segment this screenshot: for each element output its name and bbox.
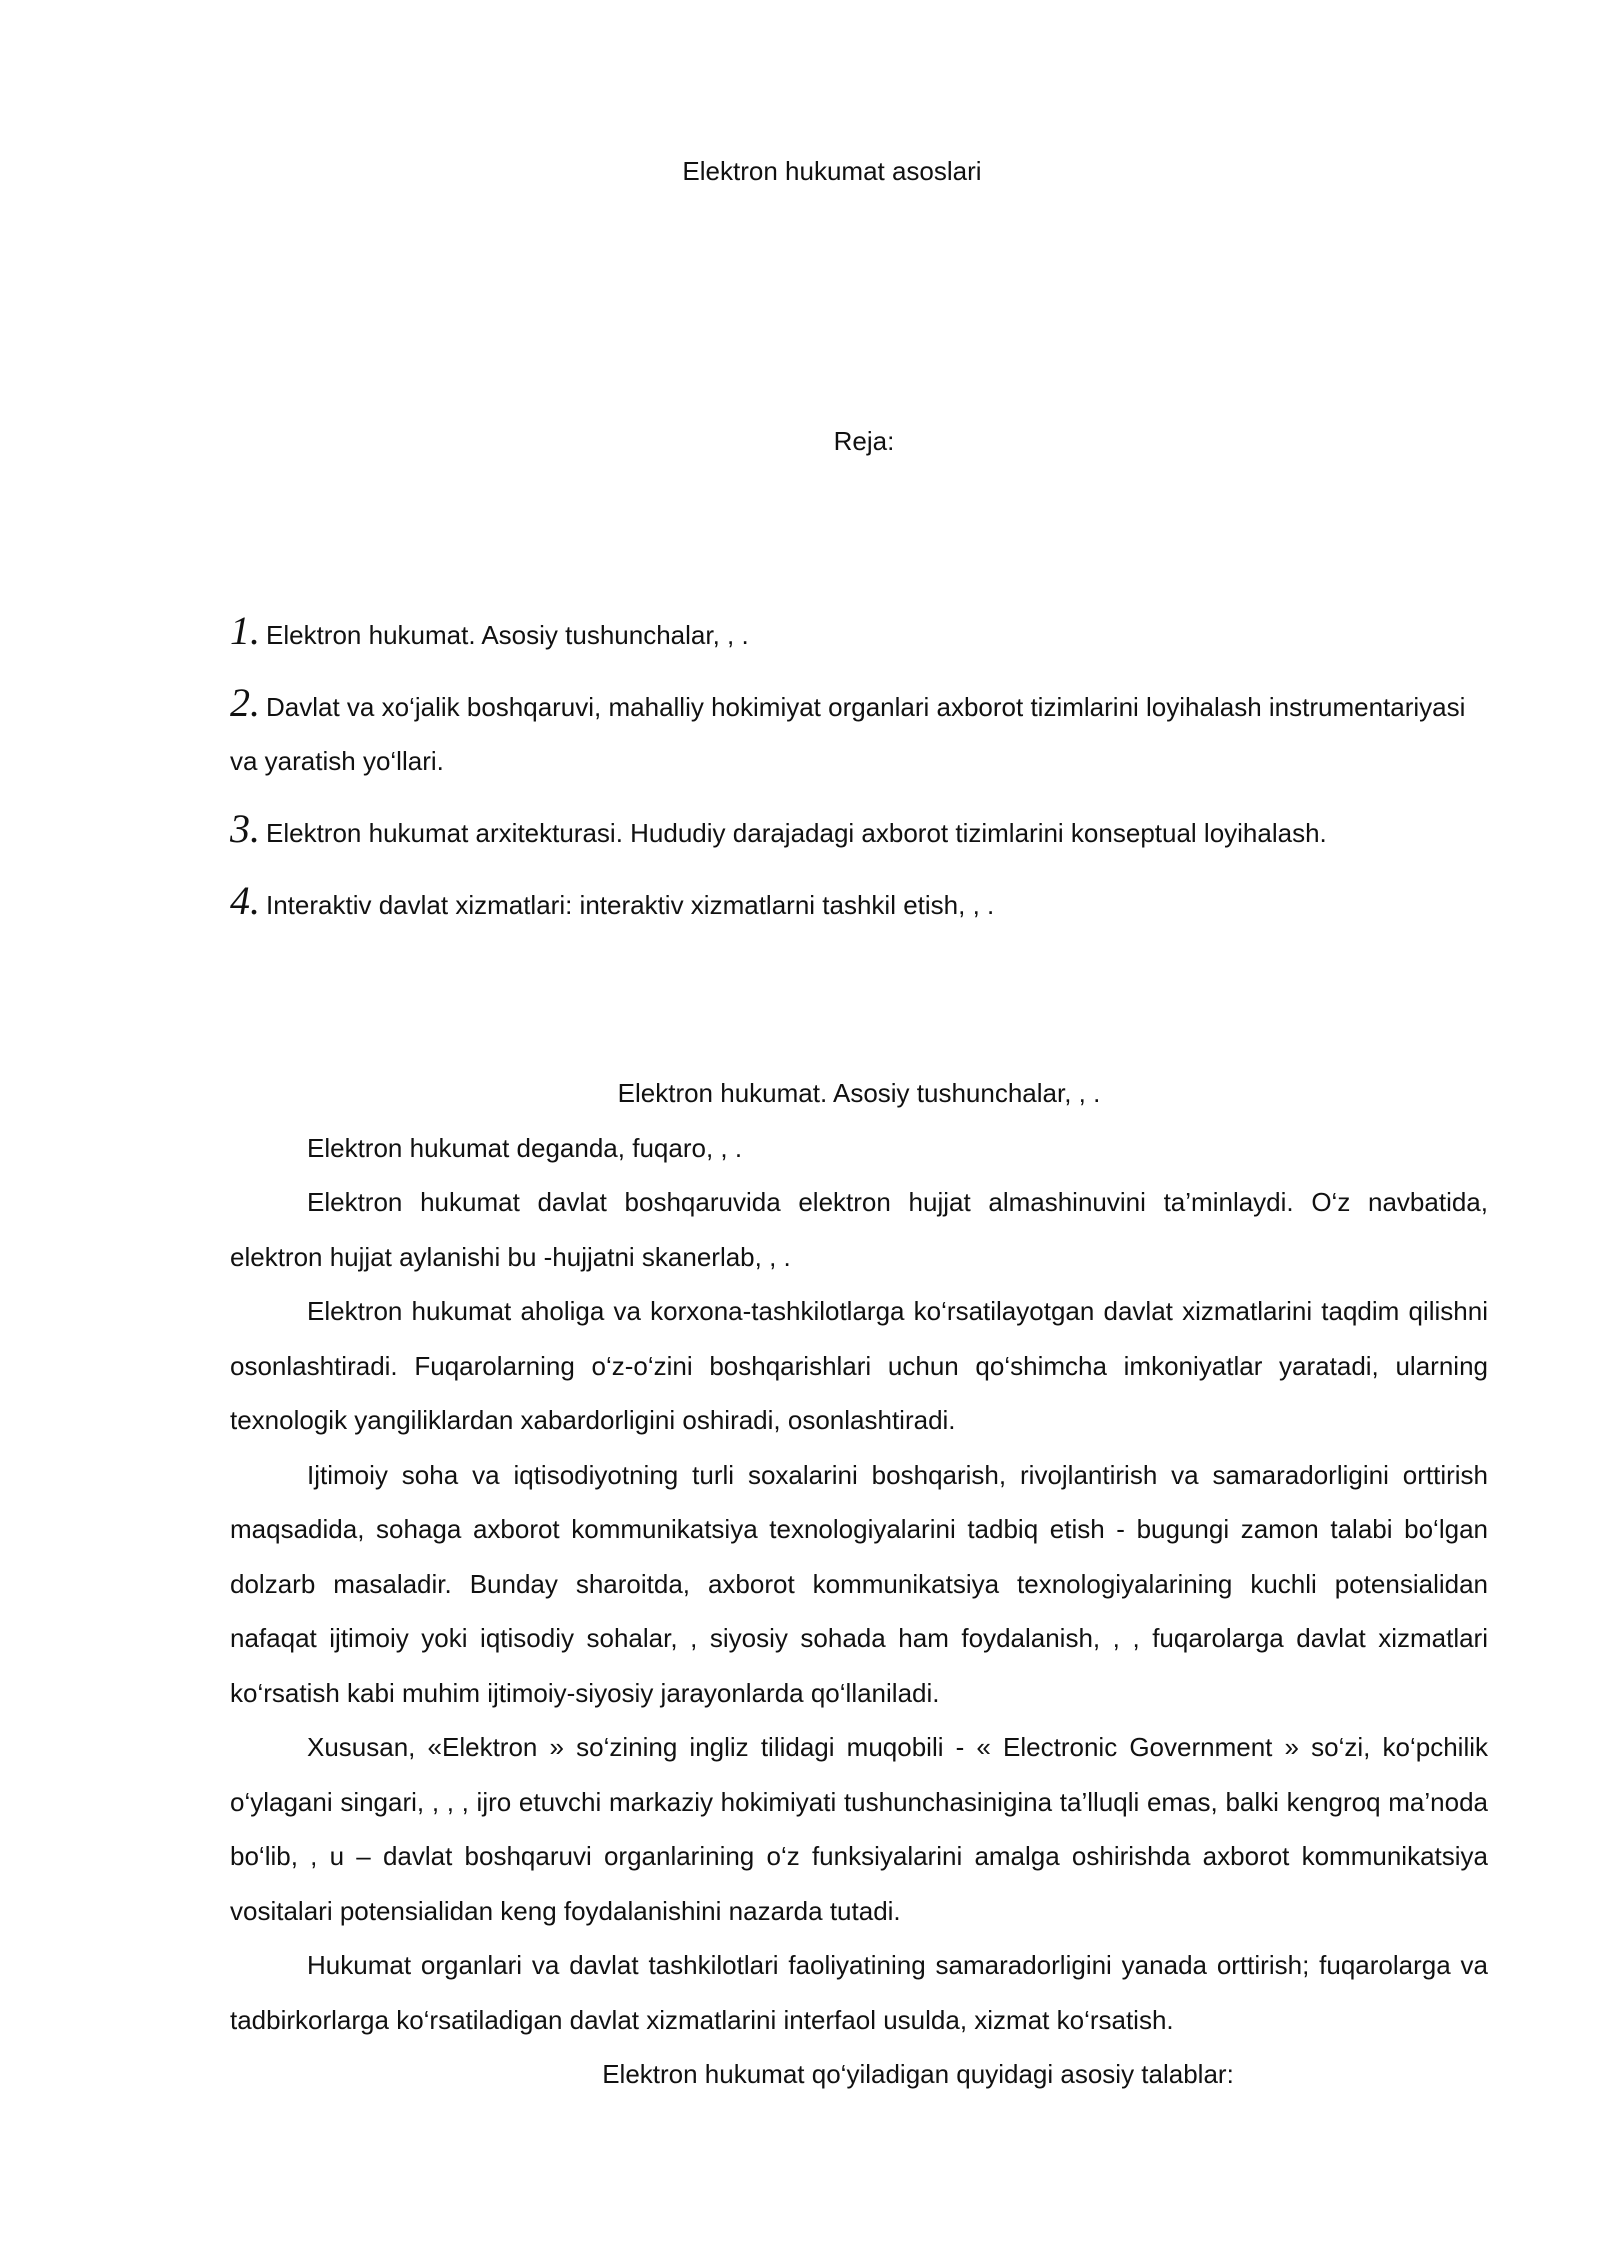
document-body <box>230 1066 1488 2102</box>
paragraph: Hukumat organlari va davlat tashkilotlari faoliyatining samaradorligini yanada orttirish; fuqarolarga va tadbirkorlarga ko‘rsatiladigan davlat xizmatlarini interfaol usulda, xizmat ko‘rsatish. <box>230 1950 1488 2035</box>
closing-line: Elektron hukumat qo‘yiladigan quyidagi asosiy talablar: <box>602 2059 1234 2089</box>
plan-item <box>230 874 1490 932</box>
plan-item-number: 4. <box>230 878 260 923</box>
plan-item <box>230 604 1490 662</box>
paragraph: Elektron hukumat deganda, fuqaro, , . <box>307 1132 743 1163</box>
plan-item-text: Davlat va xo‘jalik boshqaruvi, mahalliy hokimiyat organlari axborot tizimlarini loyihalash instrumentariyasi va yaratish yo‘llari. <box>230 692 1466 776</box>
plan-item-text: Interaktiv davlat xizmatlari: interaktiv xizmatlarni tashkil etish, , . <box>266 890 995 920</box>
paragraph: Xususan, «Elektron » so‘zining ingliz tilidagi muqobili - « Electronic Government » so‘zi, ko‘pchilik o‘ylagani singari, , , , ijro etuvchi markaziy hokimiyati tushunchasinigina ta’lluqli emas, balki kengroq ma’noda bo‘lib, , u – davlat boshqaruvi organlarining o‘z funksiyalarini amalga oshirishda axborot kommunikatsiya vositalari potensialidan keng foydalanishini nazarda tutadi. <box>230 1732 1488 1926</box>
plan-heading: Reja: <box>833 426 895 456</box>
plan-item-text: Elektron hukumat. Asosiy tushunchalar, , . <box>266 620 749 650</box>
plan-item-number: 2. <box>230 680 260 725</box>
plan-item <box>230 676 1490 788</box>
plan-item-number: 1. <box>230 608 260 653</box>
plan-item-number: 3. <box>230 806 260 851</box>
section-heading: Elektron hukumat. Asosiy tushunchalar, , . <box>617 1078 1101 1108</box>
paragraph: Elektron hukumat aholiga va korxona-tashkilotlarga ko‘rsatilayotgan davlat xizmatlarini taqdim qilishni osonlashtiradi. Fuqarolarning o‘z-o‘zini boshqarishlari uchun qo‘shimcha imkoniyatlar yaratadi, ularning texnologik yangiliklardan xabardorligini oshiradi, osonlashtiradi. <box>230 1296 1488 1435</box>
plan-list <box>230 604 1490 946</box>
paragraph: Ijtimoiy soha va iqtisodiyotning turli soxalarini boshqarish, rivojlantirish va samaradorligini orttirish maqsadida, sohaga axborot kommunikatsiya texnologiyalarini tadbiq etish - bugungi zamon talabi bo‘lgan dolzarb masaladir. Bunday sharoitda, axborot kommunikatsiya texnologiyalarining kuchli potensialidan nafaqat ijtimoiy yoki iqtisodiy sohalar, , siyosiy sohada ham foydalanish, , , fuqarolarga davlat xizmatlari ko‘rsatish kabi muhim ijtimoiy-siyosiy jarayonlarda qo‘llaniladi. <box>230 1459 1488 1708</box>
plan-item <box>230 802 1490 860</box>
document-title: Elektron hukumat asoslari <box>682 156 982 186</box>
plan-item-text: Elektron hukumat arxitekturasi. Hududiy darajadagi axborot tizimlarini konseptual loyihalash. <box>266 818 1327 848</box>
paragraph: Elektron hukumat davlat boshqaruvida elektron hujjat almashinuvini ta’minlaydi. O‘z navbatida, elektron hujjat aylanishi bu -hujjatni skanerlab, , . <box>230 1187 1488 1272</box>
